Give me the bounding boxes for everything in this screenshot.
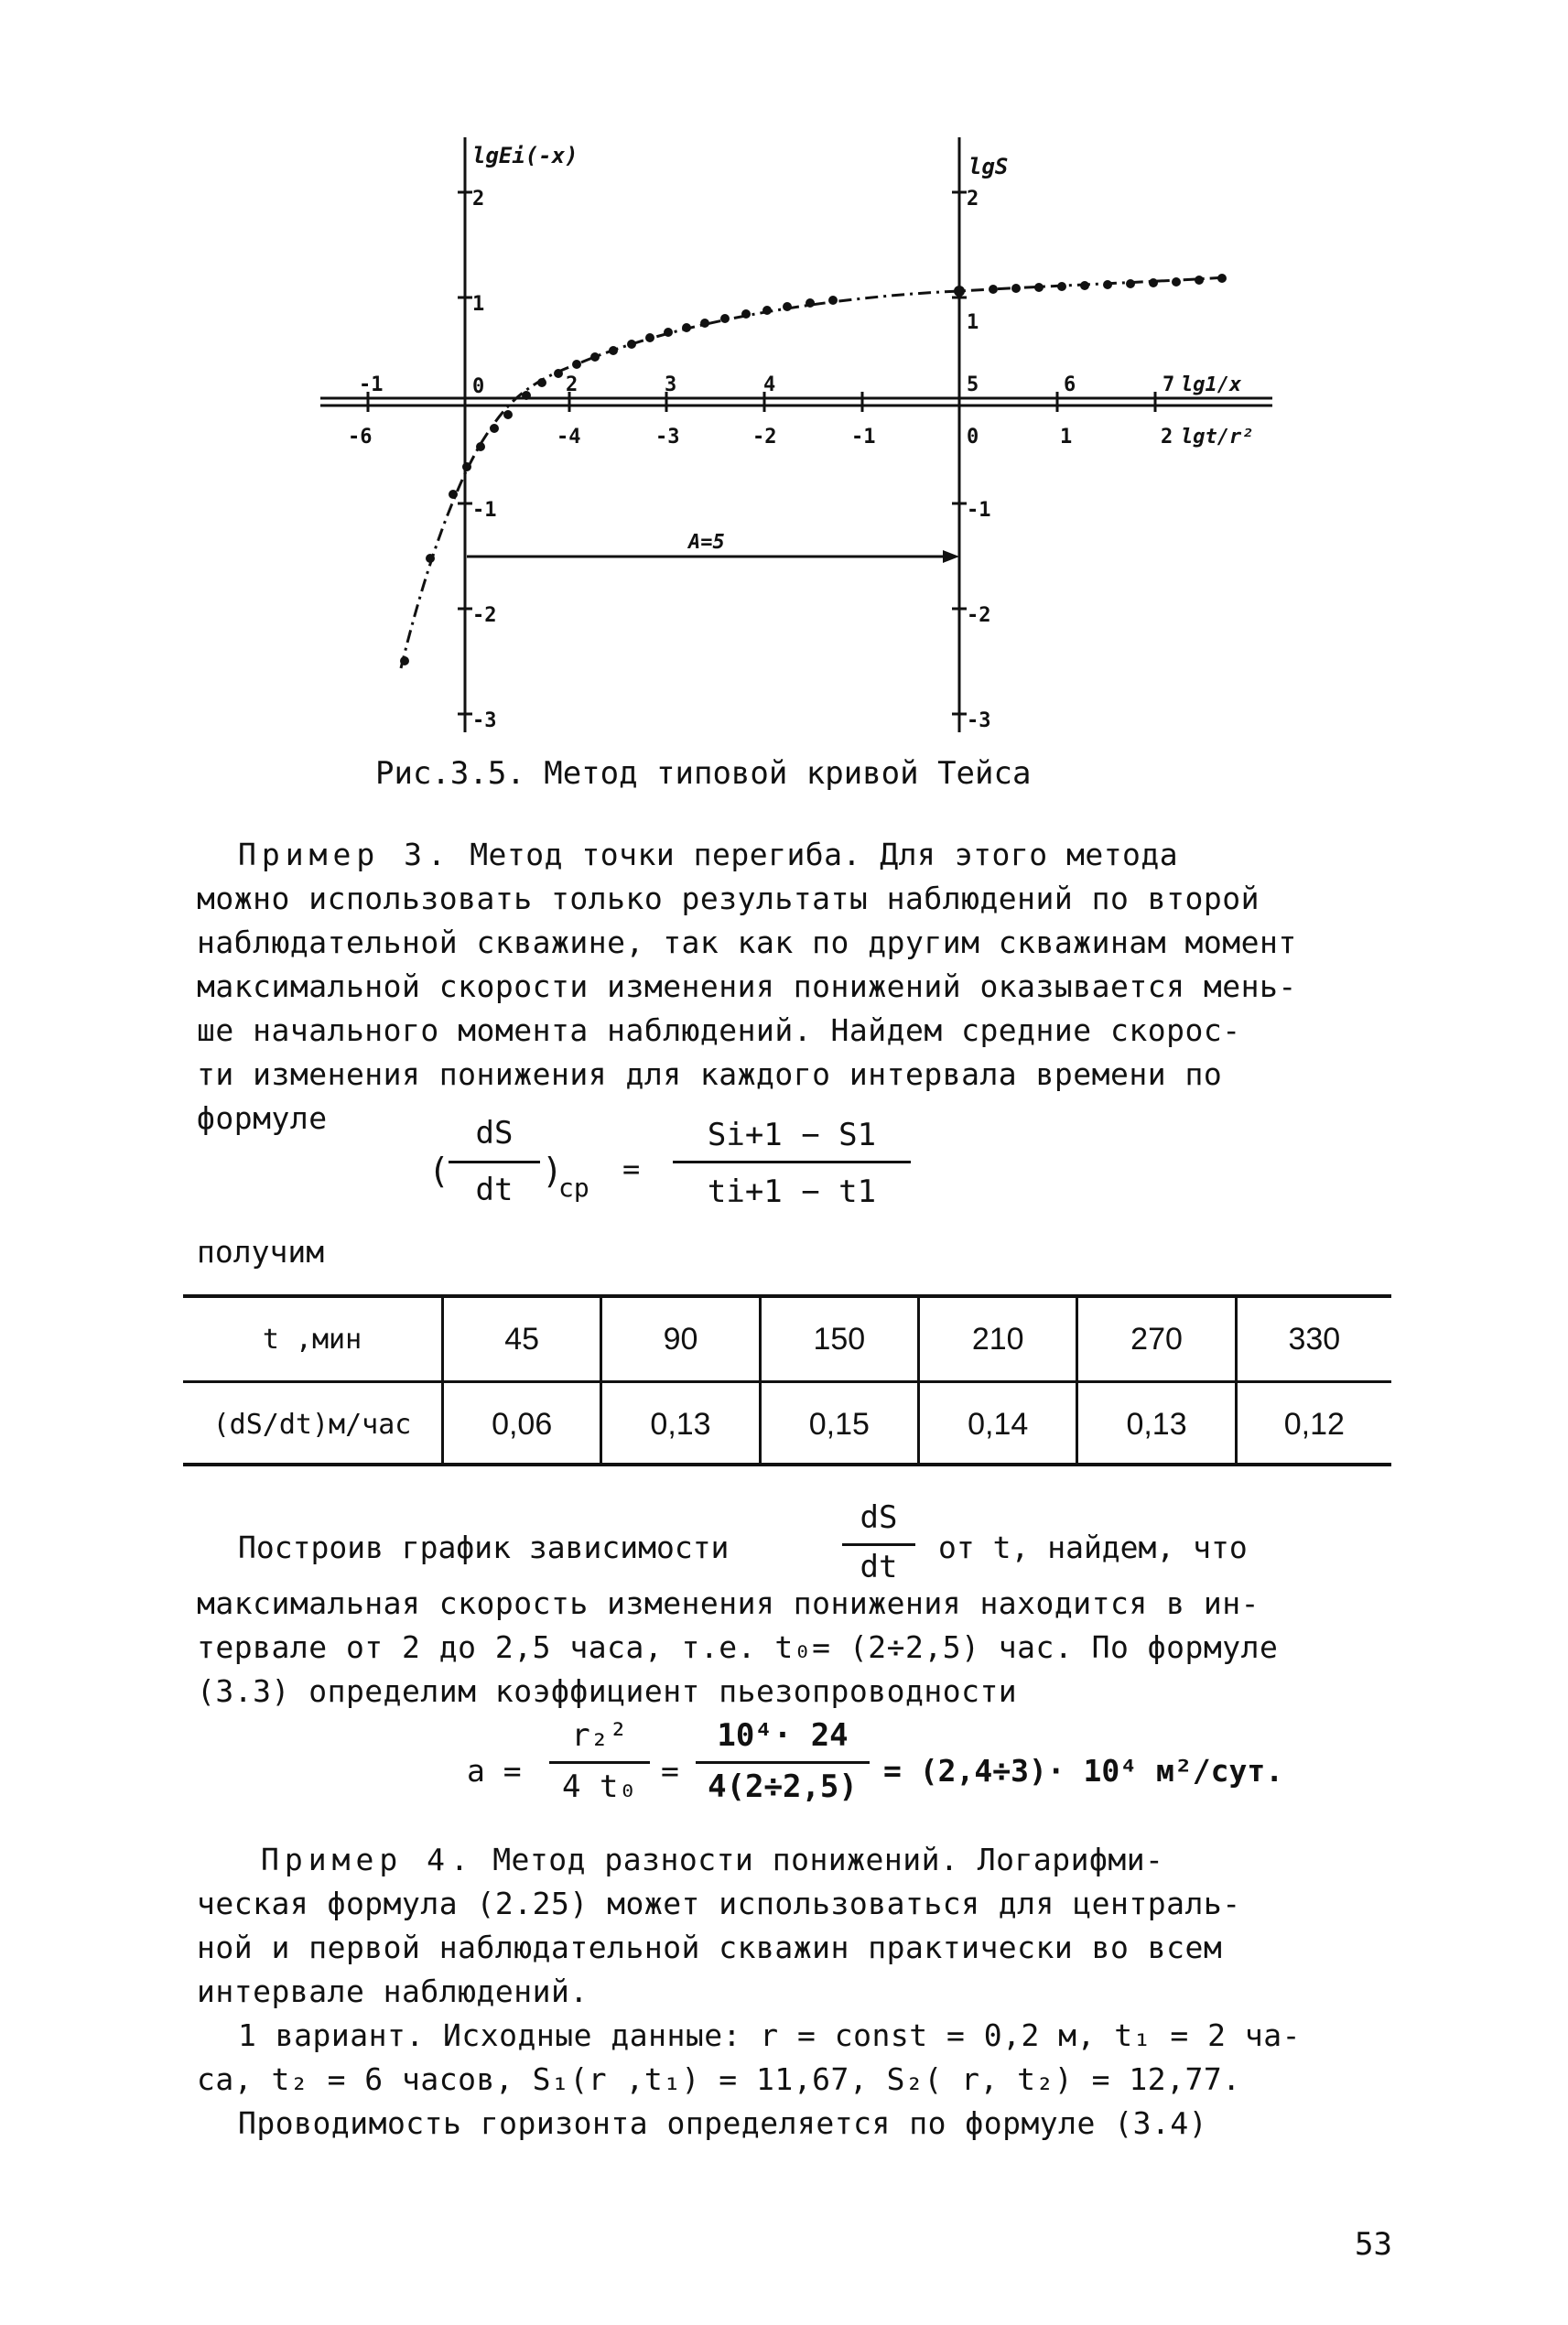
table-header-cell: t ,мин [183, 1298, 443, 1382]
after-table-paragraph [197, 1582, 1414, 1714]
left-y-tick: -3 [472, 709, 497, 732]
formula-f2-denominator: 4(2÷2,5) [708, 1768, 858, 1805]
bottom-x-tick: 2 [1161, 426, 1173, 449]
text-line: Метод разности понижений. Логарифми- [492, 1842, 1164, 1877]
text-line: ше начального момента наблюдений. Найдем средние скорос- [197, 1012, 1241, 1048]
top-x-tick: 2 [566, 373, 579, 396]
text-line: Метод точки перегиба. Для этого метода [470, 837, 1179, 872]
table-row [183, 1298, 1391, 1382]
text-line: максимальной скорости изменения понижений оказывается мень- [197, 968, 1297, 1004]
bottom-x-tick: 0 [967, 426, 979, 449]
bottom-x-tick: -2 [752, 426, 777, 449]
table-cell: 45 [443, 1298, 601, 1382]
text-line: са, t₂ = 6 часов, S₁(r ,t₁) = 11,67, S₂( r, t₂) = 12,77. [197, 2061, 1241, 2097]
formula-f2-numerator: 10⁴· 24 [717, 1717, 849, 1754]
formula-f1-denominator: 4 t₀ [562, 1768, 637, 1805]
bottom-x-tick: -4 [557, 426, 581, 449]
right-y-tick: 1 [967, 311, 979, 334]
table-row [183, 1382, 1391, 1466]
theis-type-curve-figure [302, 128, 1291, 751]
text-line: ной и первой наблюдательной скважин практически во всем [197, 1930, 1223, 1965]
page-number: 53 [1355, 2226, 1392, 2263]
shift-label: A=5 [688, 531, 725, 554]
left-y-tick: 0 [472, 375, 485, 398]
bottom-x-tick: -3 [655, 426, 680, 449]
example3-heading: Пример 3. [238, 837, 451, 872]
left-y-tick: -2 [472, 604, 497, 627]
left-y-tick: -1 [472, 499, 497, 522]
top-x-tick: 7 [1162, 373, 1175, 396]
table-cell: 330 [1236, 1298, 1391, 1382]
table-cell: 0,14 [919, 1382, 1077, 1466]
right-y-tick: -3 [967, 709, 991, 732]
table-cell: 210 [919, 1298, 1077, 1382]
top-x-label: lg1/x [1181, 373, 1242, 396]
table-cell: 150 [760, 1298, 918, 1382]
text-line: ти изменения понижения для каждого интервала времени по [197, 1056, 1223, 1092]
example3-paragraph [197, 833, 1414, 1141]
table-cell: 0,12 [1236, 1382, 1391, 1466]
table-cell: 0,06 [443, 1382, 601, 1466]
bottom-x-tick: -6 [348, 426, 373, 449]
figure-caption: Рис.3.5. Метод типовой кривой Тейса [375, 755, 1032, 792]
table-cell: 0,15 [760, 1382, 918, 1466]
rate-table [183, 1298, 1391, 1465]
left-y-tick: 1 [472, 293, 485, 316]
formula-left-denominator: dt [475, 1172, 514, 1208]
inline-frac-numerator: dS [860, 1499, 898, 1536]
right-y-tick: -1 [967, 499, 991, 522]
table-cell: 90 [601, 1298, 760, 1382]
observation-points [400, 274, 1227, 665]
text-line: Проводимость горизонта определяется по формуле (3.4) [238, 2105, 1208, 2141]
text-line: наблюдательной скважине, так как по другим скважинам момент [197, 925, 1297, 960]
formula-f1-numerator: r₂² [571, 1717, 628, 1754]
text-line: ческая формула (2.25) может использоваться для централь- [197, 1886, 1241, 1921]
bottom-x-tick: 1 [1060, 426, 1073, 449]
table-header-cell: (dS/dt)м/час [212, 1408, 412, 1441]
text-line: тервале от 2 до 2,5 часа, т.е. t₀= (2÷2,5) час. По формуле [197, 1629, 1279, 1665]
top-x-tick: 3 [665, 373, 677, 396]
top-x-tick: 6 [1064, 373, 1076, 396]
text-line: максимальная скорость изменения понижения находится в ин- [197, 1585, 1260, 1621]
formula-result: = (2,4÷3)· 10⁴ м²/сут. [883, 1753, 1284, 1789]
text-line: можно использовать только результаты наблюдений по второй [197, 881, 1260, 916]
right-y-tick: -2 [967, 604, 991, 627]
example4-paragraph [197, 1838, 1414, 2146]
table-cell: 270 [1077, 1298, 1236, 1382]
formula-left-numerator: dS [475, 1115, 514, 1152]
formula-left-subscript: ср [558, 1173, 589, 1203]
type-curve [401, 277, 1227, 668]
example4-heading: Пример 4. [261, 1842, 474, 1877]
formula-right-numerator: Si+1 − S1 [707, 1117, 877, 1153]
right-axis-label: lgS [968, 154, 1009, 179]
formula-right-denominator: ti+1 − t1 [707, 1173, 877, 1210]
left-y-tick: 2 [472, 188, 485, 211]
text-line: 1 вариант. Исходные данные: r = const = 0,2 м, t₁ = 2 ча- [238, 2017, 1301, 2053]
top-x-tick: 4 [763, 373, 776, 396]
bottom-x-label: lgt/r² [1181, 426, 1254, 449]
right-y-tick: 2 [967, 188, 979, 211]
text-line: формуле [197, 1100, 328, 1136]
obtain-text: получим [197, 1234, 325, 1270]
bottom-x-tick: -1 [851, 426, 876, 449]
top-x-tick: -1 [359, 373, 384, 396]
top-x-tick: 5 [967, 373, 979, 396]
table-cell: 0,13 [601, 1382, 760, 1466]
text-line: интервале наблюдений. [197, 1974, 589, 2009]
table-cell: 0,13 [1077, 1382, 1236, 1466]
text-line: Построив график зависимости [238, 1530, 730, 1565]
formula-a-label: a = [467, 1753, 522, 1789]
text-line: от t, найдем, что [938, 1530, 1248, 1565]
formula-eq: = [661, 1753, 679, 1789]
inline-frac-denominator: dt [860, 1549, 898, 1585]
left-axis-label: lgEi(-x) [472, 143, 579, 168]
text-line: (3.3) определим коэффициент пьезопроводности [197, 1673, 1018, 1709]
